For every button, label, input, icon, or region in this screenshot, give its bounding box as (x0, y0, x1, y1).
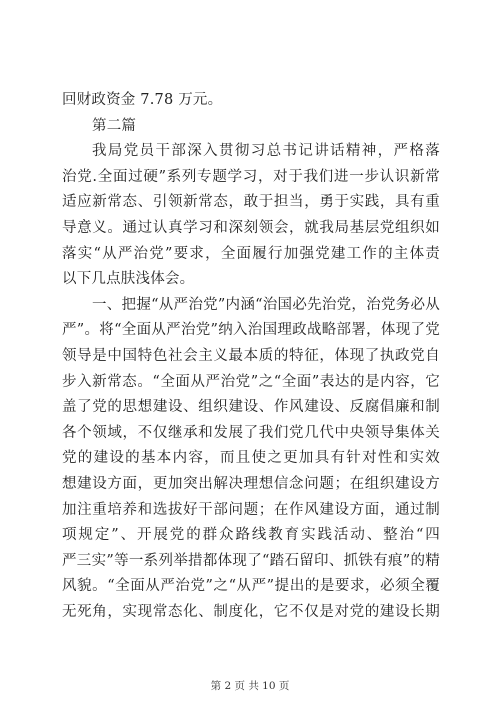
text-line: 盖了党的思想建设、组织建设、作风建设、反腐倡廉和制 (62, 399, 440, 416)
text-line: 风貌。“全面从严治党”之“从严”提出的是要求，必须全覆 (62, 578, 440, 595)
text-line: 导意义。通过认真学习和深刻领会，就我局基层党组织如 (62, 219, 440, 236)
text-line: 项规定”、开展党的群众路线教育实践活动、整治“四 (62, 527, 440, 544)
text-line: 一、把握“从严治党”内涵“治国必先治党，治党务必从 (92, 296, 440, 313)
text-line: 想建设方面，更加突出解决理想信念问题；在组织建设方 (62, 475, 440, 492)
text-line: 严三实”等一系列举措都体现了“踏石留印、抓铁有痕”的精 (62, 552, 440, 569)
text-line: 党的建设的基本内容，而且使之更加具有针对性和实效 (62, 450, 440, 467)
text-line: 我局党员干部深入贯彻习总书记讲话精神，严格落 (92, 143, 440, 160)
document-body (62, 88, 440, 625)
text-line: 严”。将“全面从严治党”纳入治国理政战略部署，体现了党 (62, 322, 440, 339)
text-line: 以下几点肤浅体会。 (62, 271, 195, 288)
text-line: 治党.全面过硬”系列专题学习，对于我们进一步认识新常 (62, 168, 440, 185)
text-line: 适应新常态、引领新常态，敢于担当，勇于实践，具有重 (62, 194, 440, 211)
text-line: 步入新常态。“全面从严治党”之“全面”表达的是内容，它 (62, 373, 440, 390)
text-line: 加注重培养和选拔好干部问题；在作风建设方面，通过制 (62, 501, 440, 518)
section-heading: 第二篇 (92, 117, 137, 134)
text-line: 领导是中国特色社会主义最本质的特征，体现了执政党自 (62, 347, 440, 364)
text-line: 各个领域，不仅继承和发展了我们党几代中央领导集体关 (62, 424, 440, 441)
text-line: 无死角，实现常态化、制度化，它不仅是对党的建设长期 (62, 603, 440, 620)
text-line: 落实“从严治党”要求，全面履行加强党建工作的主体责 (62, 245, 440, 262)
page-number-footer: 第 2 页 共 10 页 (210, 680, 290, 692)
text-line: 回财政资金 7.78 万元。 (62, 92, 223, 108)
